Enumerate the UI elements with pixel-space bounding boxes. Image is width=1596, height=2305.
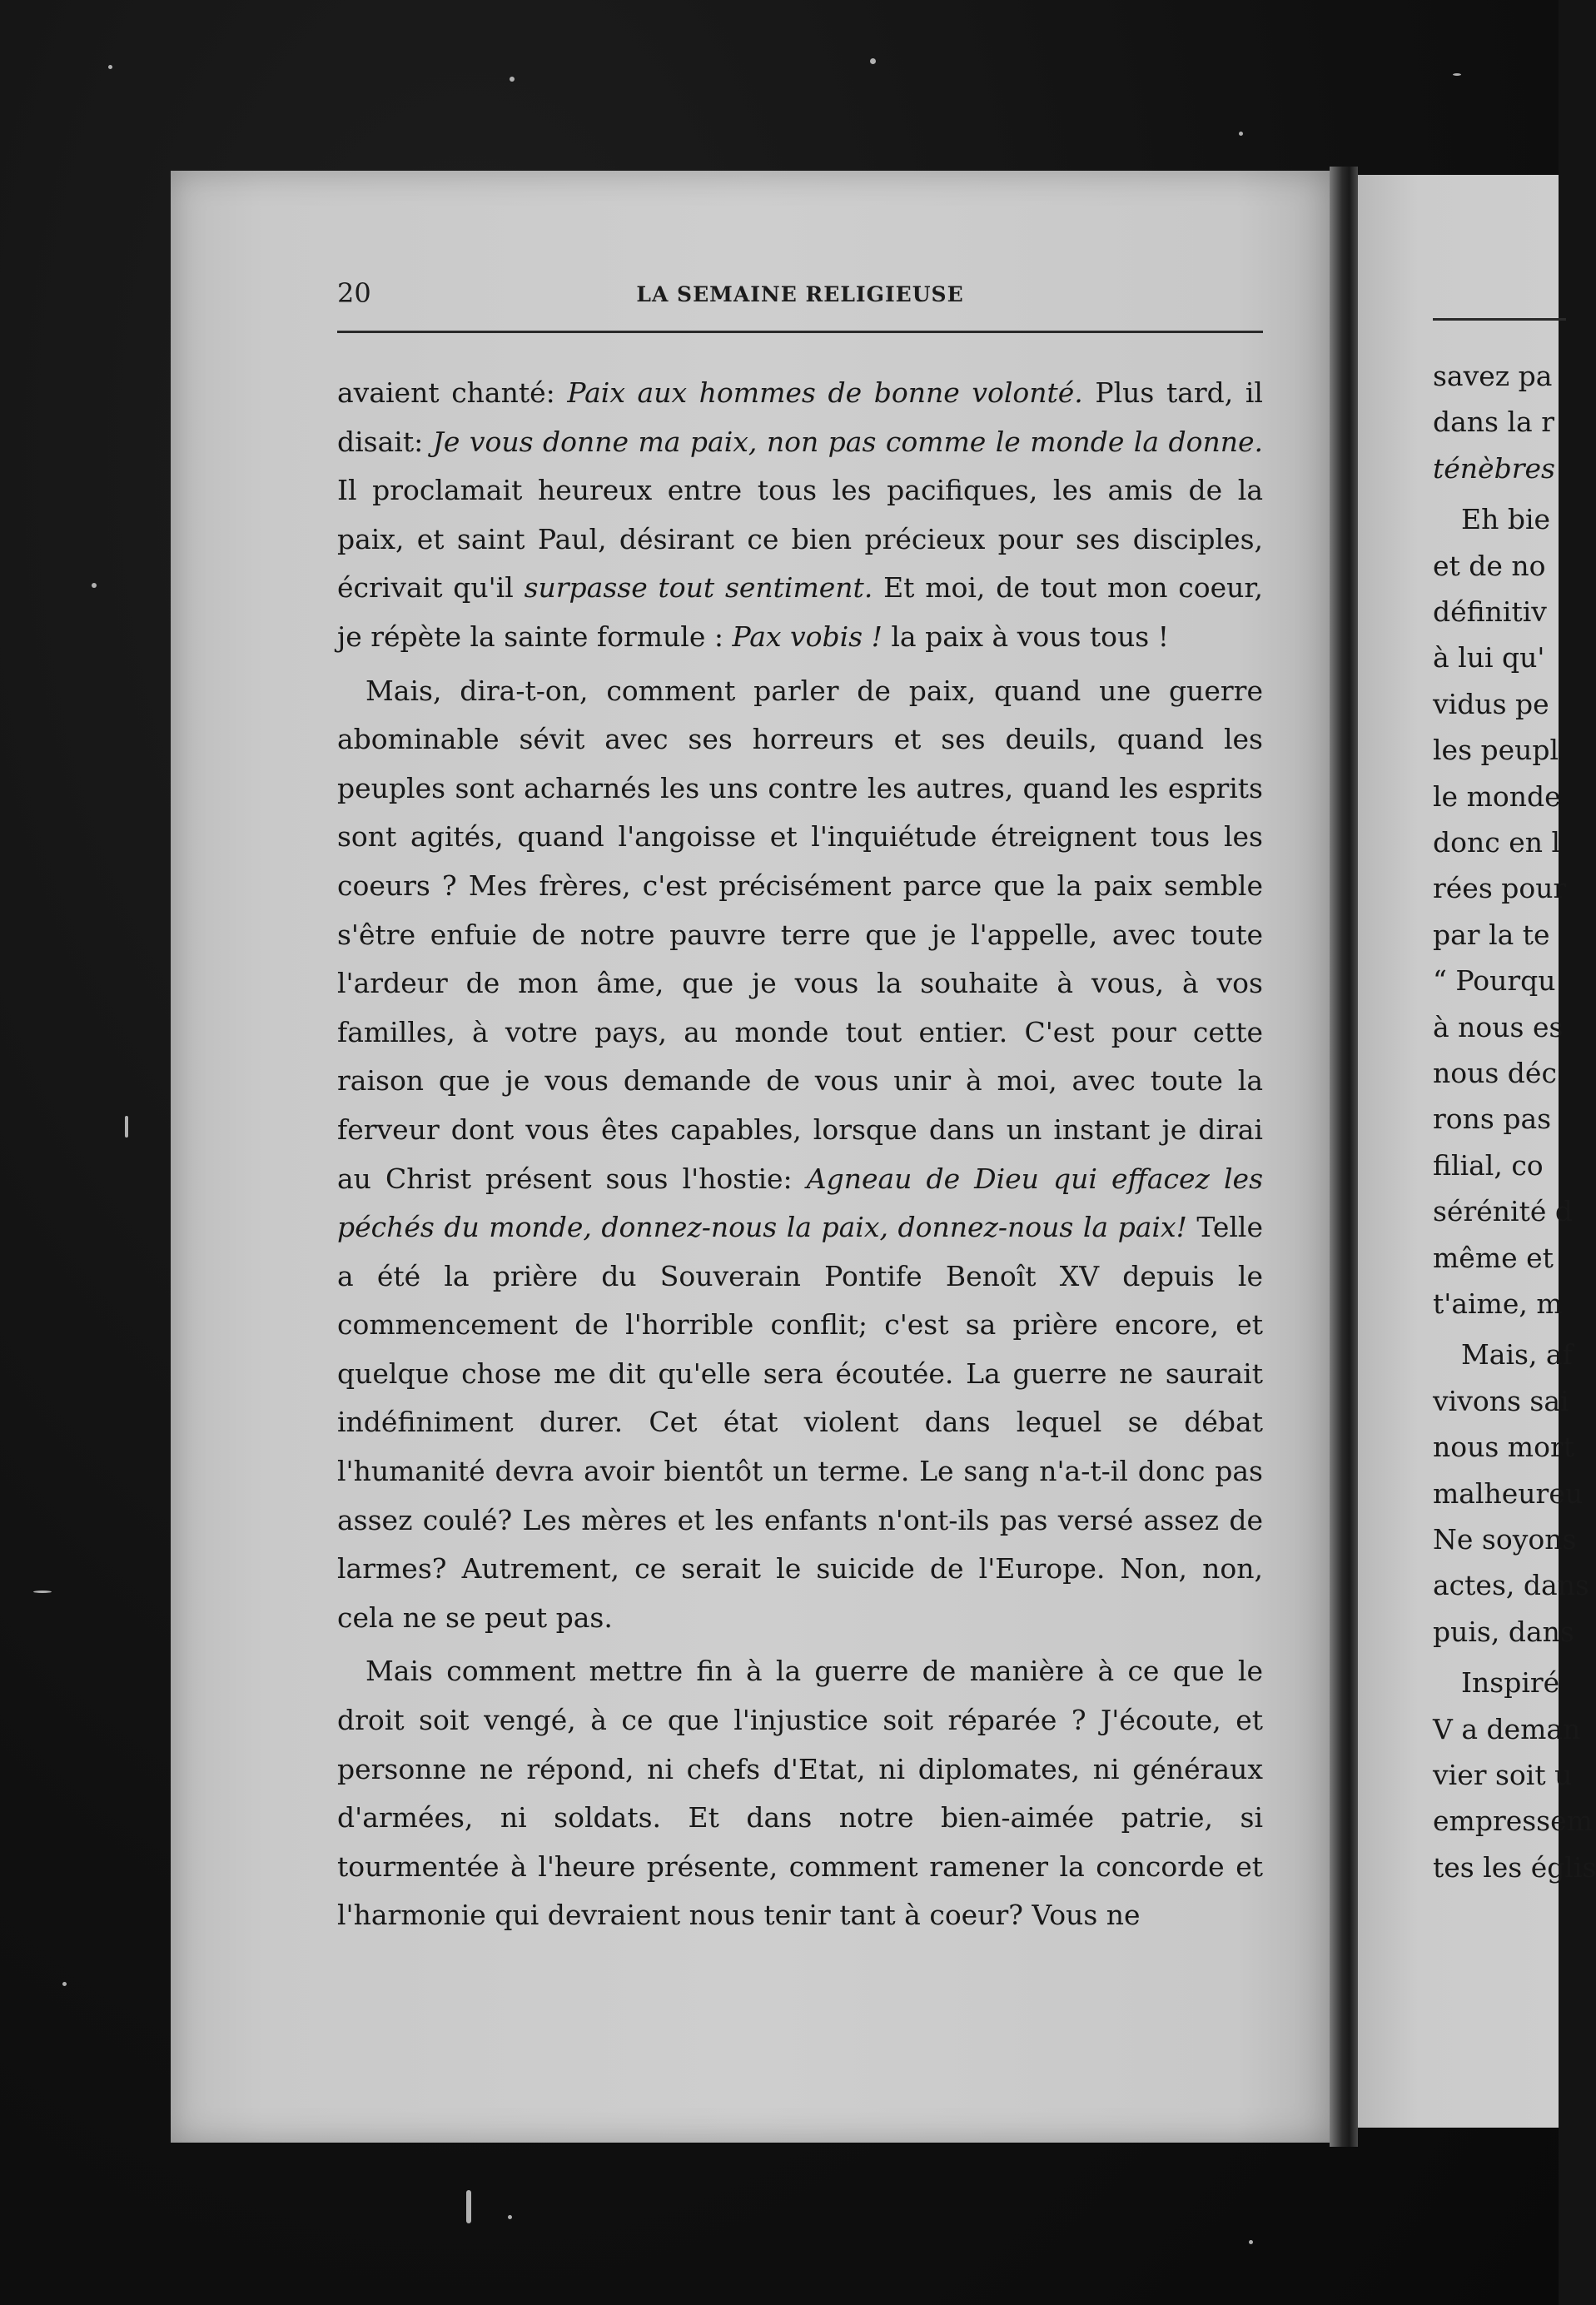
right-page-line-fragment: par la te xyxy=(1433,918,1550,951)
dust-speck xyxy=(33,1591,52,1593)
dust-speck xyxy=(1249,2240,1253,2244)
right-page-line-fragment: nous mort xyxy=(1433,1431,1574,1464)
right-page-line-fragment: Eh bie xyxy=(1461,503,1551,536)
dust-speck xyxy=(92,583,97,588)
text-run: Plus tard, il disait: xyxy=(337,376,1263,458)
page-header xyxy=(337,271,1263,321)
header-rule xyxy=(337,331,1263,333)
right-page-line-fragment: V a deman xyxy=(1433,1712,1581,1745)
right-page-line-fragment: rées pour xyxy=(1433,872,1567,905)
text-run: Il proclamait heureux entre tous les pacifiques, les amis de la paix, et saint Paul, désirant ce bien précieux pour ses disciples, écrivait qu'il xyxy=(337,474,1263,605)
dust-speck xyxy=(508,2215,512,2219)
right-page-line-fragment: “ Pourqu xyxy=(1433,964,1556,998)
right-page-line-fragment: vidus pe xyxy=(1433,687,1549,720)
text-run: Mais, dira-t-on, comment parler de paix, quand une guerre abominable sévit avec ses horreurs et ses deuils, quand les peuples sont acharnés les uns contre les autres, quand les esprits sont agités, quand l'angoisse et l'inquiétude étreignent tous les coeurs ? Mes frères, c'est précisément parce que la paix semble s'être enfuie de notre pauvre terre que je l'appelle, avec toute l'ardeur de mon âme, que je vous la souhaite à vous, à vos familles, à votre pays, au monde tout entier. C'est pour cette raison que je vous demande de vous unir à moi, avec toute la ferveur dont vous êtes capables, lorsque dans un instant je dirai au Christ présent sous l'hostie: xyxy=(337,674,1263,1195)
dust-speck xyxy=(108,65,112,69)
right-page-line-fragment: les peupl xyxy=(1433,734,1559,767)
page-number: 20 xyxy=(337,277,371,309)
right-page-line-fragment: ténèbres xyxy=(1433,451,1555,485)
italic-text: Agneau de Dieu qui effacez les péchés du monde, donnez-nous la paix, donnez-nous la paix! xyxy=(337,1162,1264,1244)
right-page-line-fragment: nous déc xyxy=(1433,1057,1557,1089)
dust-speck xyxy=(510,77,515,82)
right-page-line-fragment: à nous es xyxy=(1433,1010,1564,1043)
italic-text: Je vous donne ma paix, non pas comme le monde la donne. xyxy=(432,425,1263,458)
right-page-line-fragment: vier soit u xyxy=(1433,1759,1573,1791)
running-title: LA SEMAINE RELIGIEUSE xyxy=(636,282,964,306)
paragraph xyxy=(337,667,1263,1643)
right-page-line-fragment: filial, co xyxy=(1433,1148,1544,1182)
right-page-line-fragment: Ne soyons xyxy=(1433,1523,1577,1556)
right-page-line-fragment: définitiv xyxy=(1433,595,1547,628)
paragraph xyxy=(337,1647,1263,1940)
right-page-line-fragment: à lui qu' xyxy=(1433,641,1545,675)
text-run: Telle a été la prière du Souverain Pontife Benoît XV depuis le commencement de l'horrible conflit; c'est sa prière encore, et quelque chose me dit qu'elle sera écoutée. La guerre ne saurait indéfiniment durer. Cet état violent dans lequel se débat l'humanité devra avoir bientôt un terme. Le sang n'a-t-il donc pas assez coulé? Les mères et les enfants n'ont-ils pas versé assez de larmes? Autrement, ce serait le suicide de l'Europe. Non, non, cela ne se peut pas. xyxy=(337,1211,1263,1634)
right-page-line-fragment: et de no xyxy=(1433,549,1546,582)
dust-speck xyxy=(466,2190,471,2223)
right-page-line-fragment: vivons sai xyxy=(1433,1384,1569,1417)
dust-speck xyxy=(125,1116,128,1138)
right-page-line-fragment: sérénité d xyxy=(1433,1195,1573,1228)
right-page-line-fragment: puis, dans xyxy=(1433,1615,1574,1648)
right-page-line-fragment: empressem xyxy=(1433,1805,1593,1838)
dust-speck xyxy=(1239,132,1243,136)
right-page-line-fragment: le monde xyxy=(1433,779,1561,813)
text-run: la paix à vous tous ! xyxy=(882,620,1169,653)
right-page-line-fragment: tes les églis xyxy=(1433,1850,1596,1884)
right-page-line-fragment: actes, dans xyxy=(1433,1569,1589,1602)
right-page xyxy=(1358,175,1596,2128)
left-page xyxy=(171,171,1330,2143)
right-page-line-fragment: dans la r xyxy=(1433,406,1554,439)
right-header-rule xyxy=(1433,318,1566,321)
right-page-line-fragment: Inspiré xyxy=(1461,1666,1560,1700)
dust-speck xyxy=(870,58,876,64)
right-page-line-fragment: savez pa xyxy=(1433,360,1553,392)
dust-speck xyxy=(62,1982,67,1986)
right-page-line-fragment: Mais, af xyxy=(1461,1338,1573,1372)
italic-text: Pax vobis ! xyxy=(732,620,883,653)
right-page-line-fragment: malheureu xyxy=(1433,1476,1584,1510)
italic-text: Paix aux hommes de bonne volonté. xyxy=(567,376,1083,409)
text-run: avaient chanté: xyxy=(337,376,568,409)
right-page-line-fragment: même et xyxy=(1433,1241,1554,1274)
italic-text: surpasse tout sentiment. xyxy=(524,571,873,605)
text-run: Et moi, de tout mon coeur, je répète la sainte formule : xyxy=(337,571,1263,653)
right-page-line-fragment: donc en l xyxy=(1433,826,1561,859)
right-page-line-fragment: t'aime, m xyxy=(1433,1287,1563,1320)
body-text xyxy=(337,369,1263,1940)
dust-speck xyxy=(1453,73,1461,76)
text-run: Mais comment mettre fin à la guerre de manière à ce que le droit soit vengé, à ce que l'injustice soit réparée ? J'écoute, et personne ne répond, ni chefs d'Etat, ni diplomates, ni généraux d'armées, ni soldats. Et dans notre bien-aimée patrie, si tourmentée à l'heure présente, comment ramener la concorde et l'harmonie qui devraient nous tenir tant à coeur? Vous ne xyxy=(337,1655,1263,1932)
book-gutter xyxy=(1330,167,1358,2147)
paragraph xyxy=(337,369,1263,662)
right-page-line-fragment: rons pas xyxy=(1433,1103,1552,1136)
